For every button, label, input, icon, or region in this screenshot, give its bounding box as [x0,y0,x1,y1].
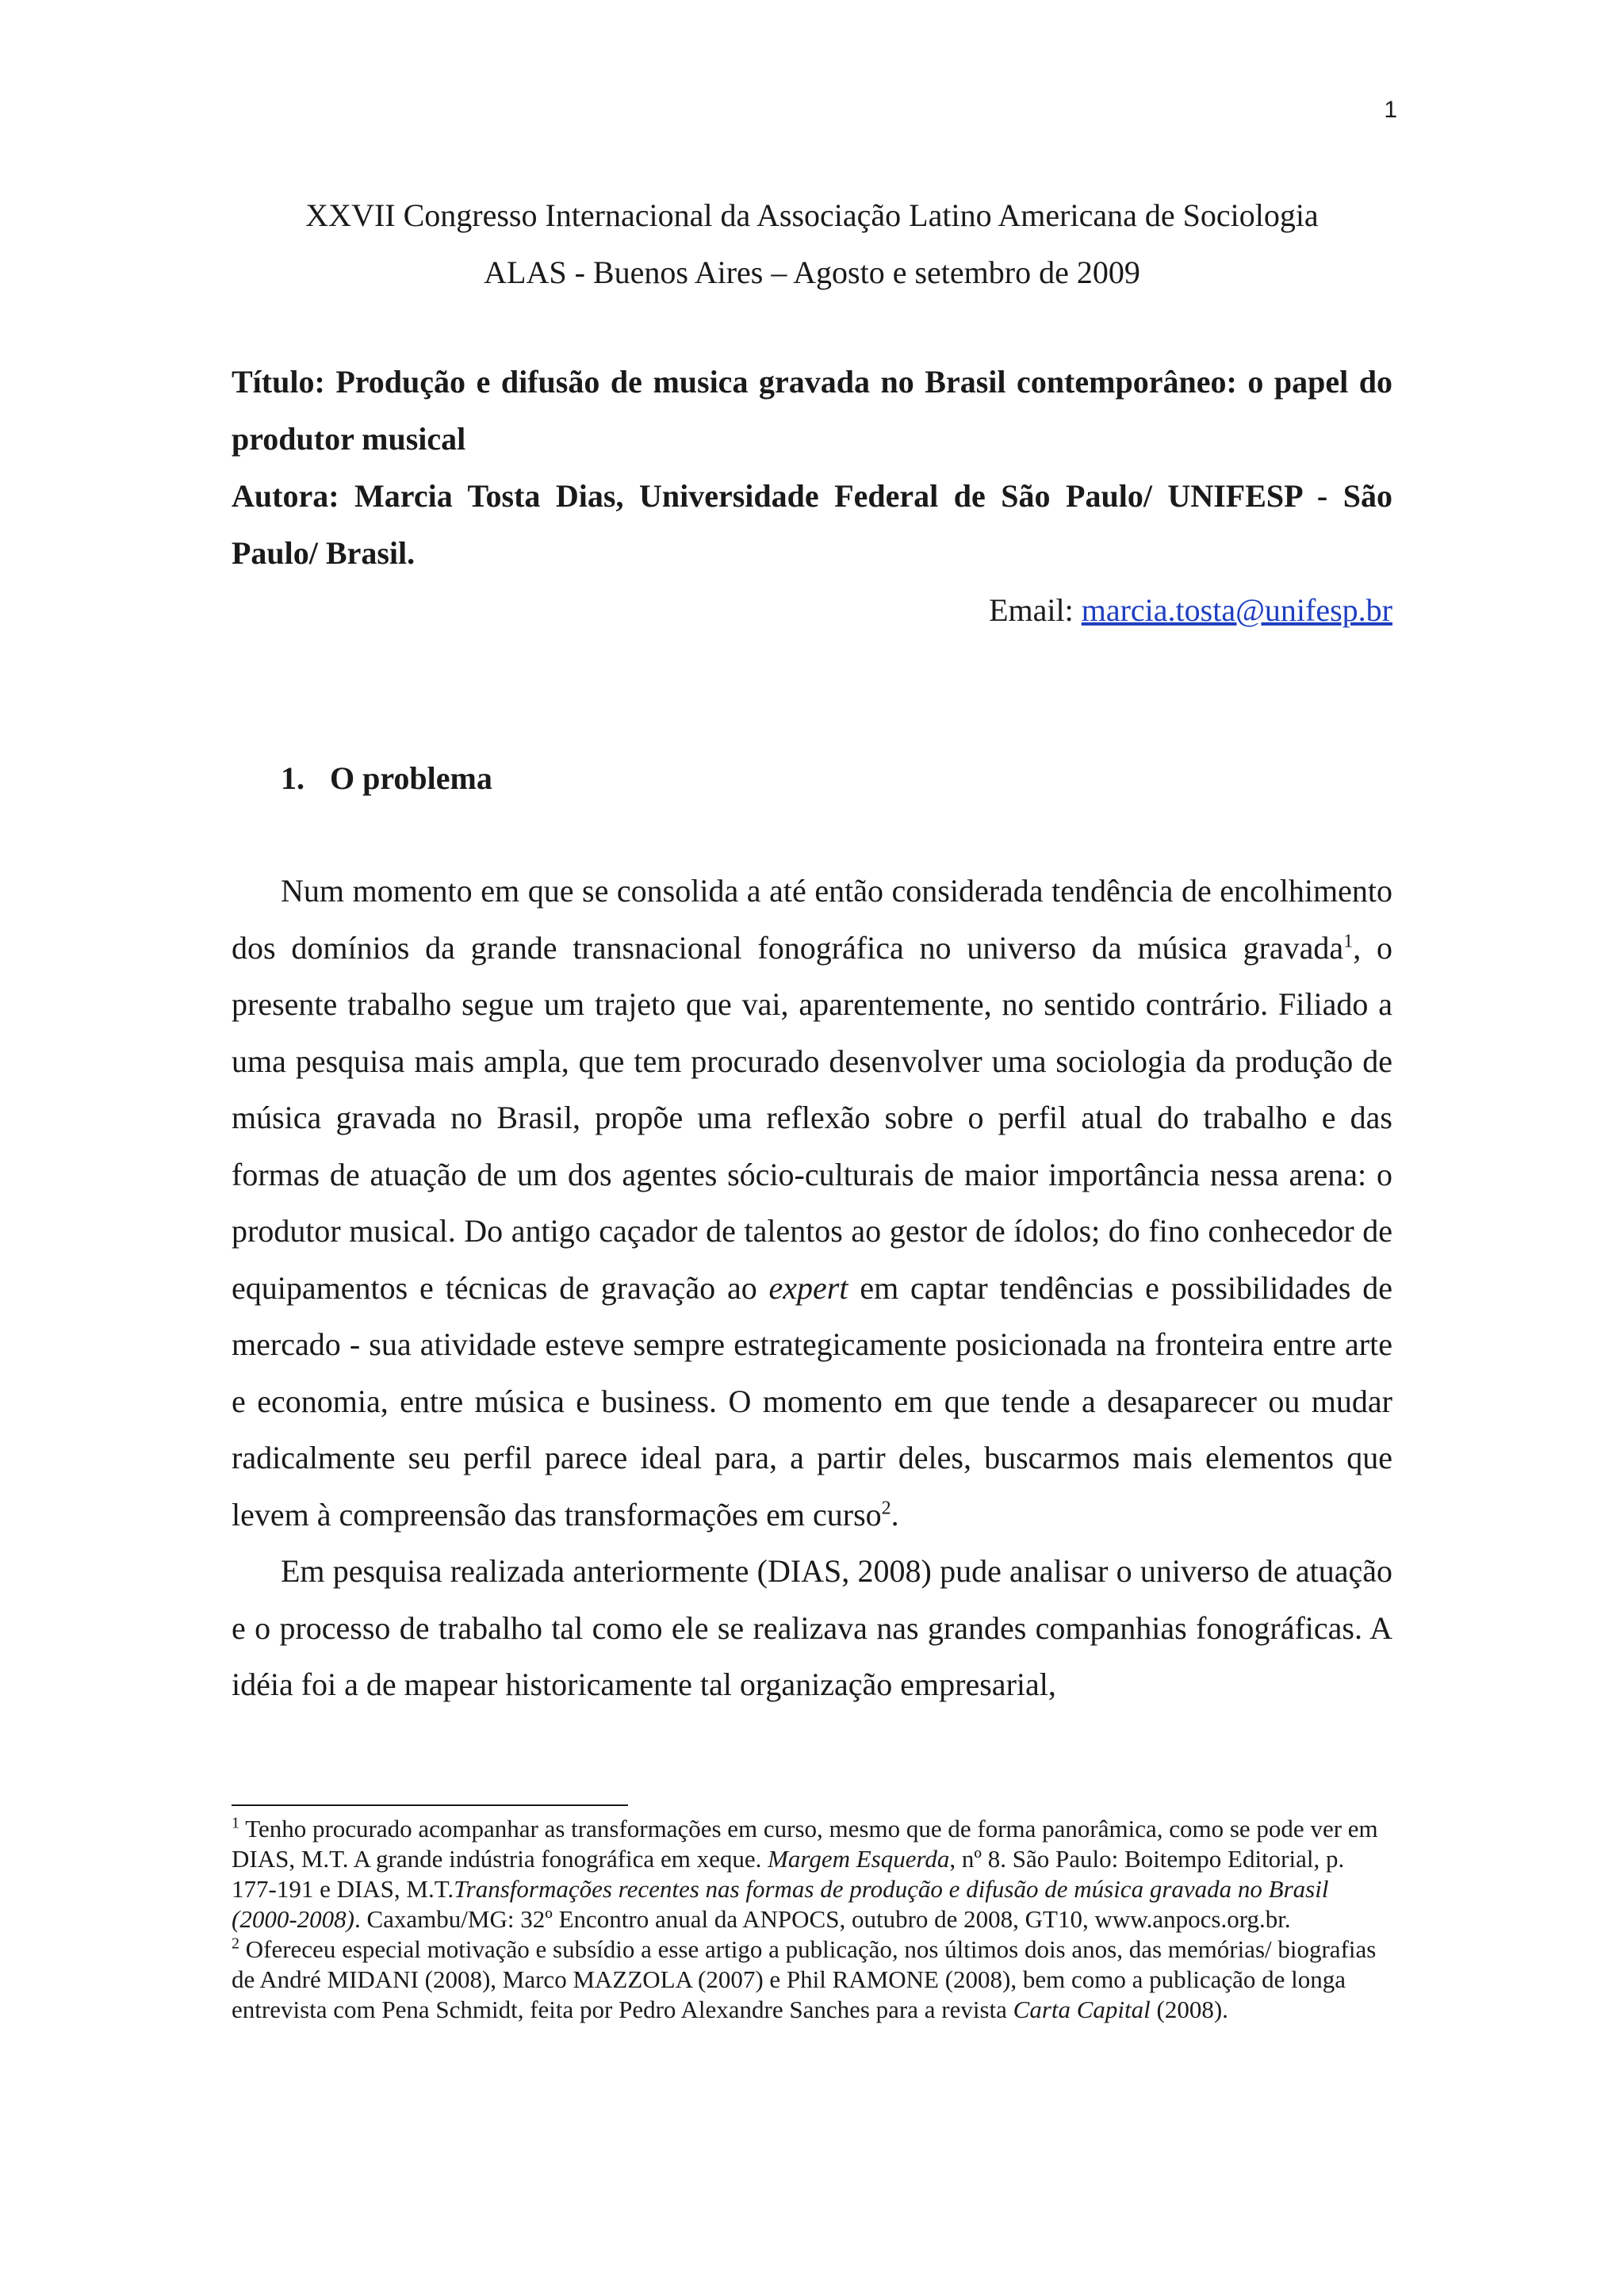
paragraph: Em pesquisa realizada anteriormente (DIAS, 2008) pude analisar o universo de atuação e o processo de trabalho tal como ele se realizava nas grandes companhias fonográficas. A idéia foi a de mapear historicamente tal organização empresarial, [232,1553,1392,1702]
email-label: Email: [989,592,1074,628]
author-email [232,582,1392,639]
footnote-text: (2008). [1150,1996,1228,2023]
conference-location-date: ALAS - Buenos Aires – Agosto e setembro de 2009 [484,254,1140,290]
footnote-emphasis: Transformações recentes nas formas de produção e difusão de música gravada no Brasil (2000-2008) [232,1875,1329,1933]
paragraph-text: . [891,1496,899,1533]
footnote-emphasis: Margem Esquerda [768,1845,950,1873]
footnote-text: , nº 8. São Paulo: Boitempo Editorial, p. 177-191 e DIAS, M.T. [232,1845,1345,1903]
footnote-text: Tenho procurado acompanhar as transformações em curso, mesmo que de forma panorâmica, como se pode ver em DIAS, M.T. A grande indústria fonográfica em xeque. [232,1815,1378,1873]
paper-title: Título: Produção e difusão de musica gravada no Brasil contemporâneo: o papel do produtor musical [232,364,1392,457]
conference-header [232,187,1392,301]
footnote-2 [232,1934,1392,2025]
section-number: 1. [281,760,304,796]
conference-title: XXVII Congresso Internacional da Associação Latino Americana de Sociologia [305,197,1319,233]
paper-author: Autora: Marcia Tosta Dias, Universidade Federal de São Paulo/ UNIFESP - São Paulo/ Brasil. [232,478,1392,571]
page-number: 1 [1384,97,1397,123]
footnote-mark: 2 [232,1934,239,1953]
paragraph-emphasis: expert [768,1269,848,1306]
email-link[interactable]: marcia.tosta@unifesp.br [1081,592,1392,628]
footnote-text: Ofereceu especial motivação e subsídio a esse artigo a publicação, nos últimos dois anos, das memórias/ biografias de André MIDANI (2008), Marco MAZZOLA (2007) e Phil RAMONE (2008), bem como a publicação de longa entrevista com Pena Schmidt, feita por Pedro Alexandre Sanches para a revista [232,1935,1377,2023]
footnotes [232,1814,1392,2025]
footnote-ref[interactable]: 2 [881,1498,891,1519]
footnote-emphasis: Carta Capital [1013,1996,1151,2023]
paragraph-text: em captar tendências e possibilidades de mercado - sua atividade esteve sempre estrategicamente posicionada na fronteira entre arte e economia, entre música e business. O momento em que tende a desaparecer ou mudar radicalmente seu perfil parece ideal para, a partir deles, buscarmos mais elementos que levem à compreensão das transformações em curso [232,1269,1393,1533]
footnote-mark: 1 [232,1814,239,1832]
footnote-separator [232,1804,628,1806]
footnote-ref[interactable]: 1 [1343,931,1354,952]
paragraph-text: , o presente trabalho segue um trajeto que vai, aparentemente, no sentido contrário. Filiado a uma pesquisa mais ampla, que tem procurado desenvolver uma sociologia da produção de música gravada no Brasil, propõe uma reflexão sobre o perfil atual do trabalho e das formas de atuação de um dos agentes sócio-culturais de maior importância nessa arena: o produtor musical. Do antigo caçador de talentos ao gestor de ídolos; do fino conhecedor de equipamentos e técnicas de gravação ao [232,929,1393,1306]
footnote-1 [232,1814,1392,1934]
footnote-text: . Caxambu/MG: 32º Encontro anual da ANPOCS, outubro de 2008, GT10, www.anpocs.org.br. [354,1905,1291,1933]
body-text [232,863,1392,1713]
section-heading [281,750,492,807]
paragraph-text: Num momento em que se consolida a até então considerada tendência de encolhimento dos domínios da grande transnacional fonográfica no universo da música gravada [232,873,1392,966]
paper-metadata [232,354,1392,582]
section-title: O problema [330,760,492,796]
paragraph [232,863,1392,1543]
